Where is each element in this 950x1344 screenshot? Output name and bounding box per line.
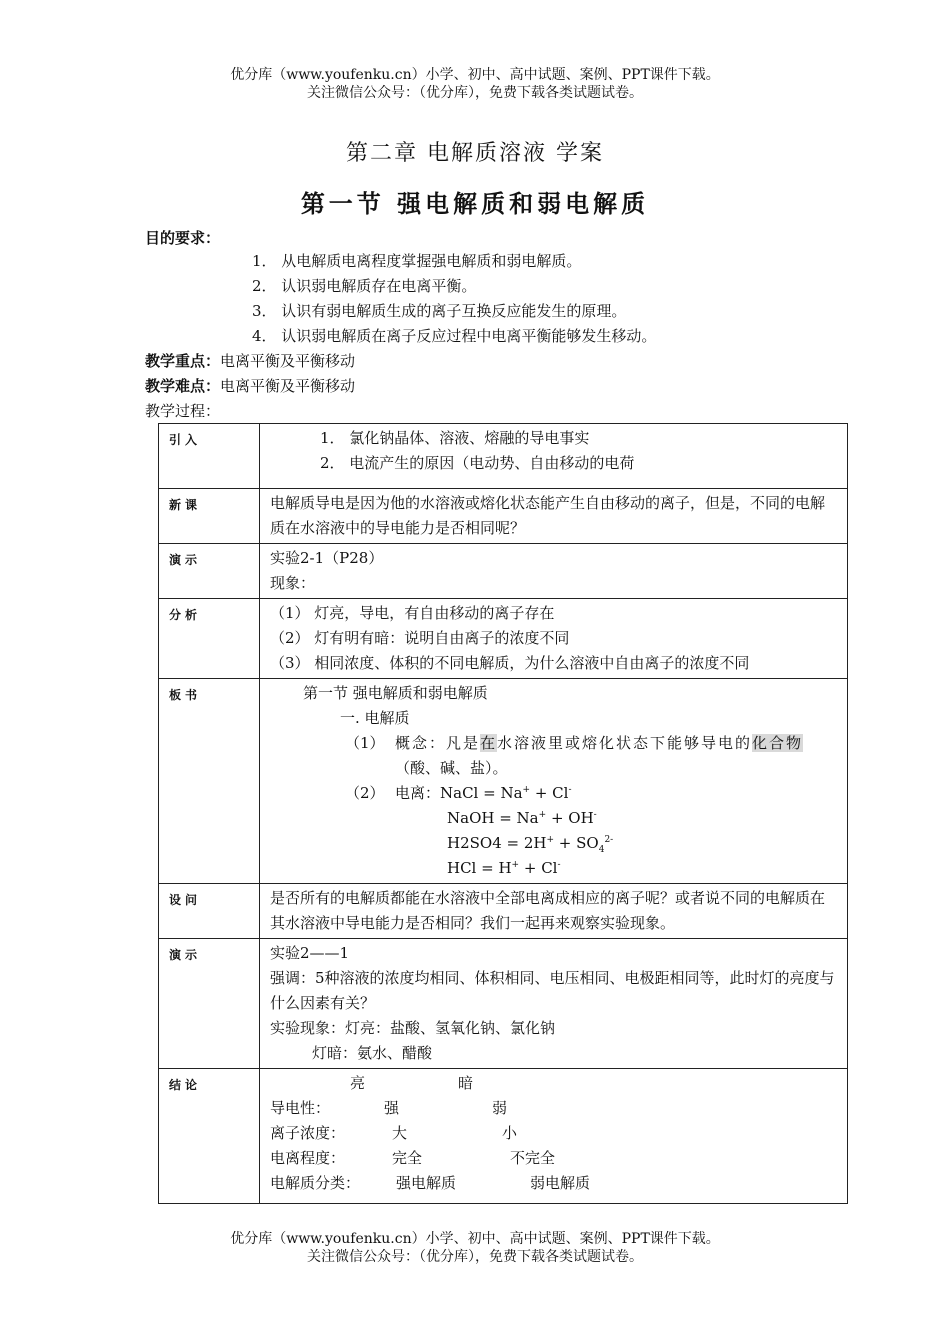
- eq-text: + Cl: [530, 784, 569, 802]
- conclusion-head: [270, 1071, 839, 1096]
- table-row: [159, 424, 848, 489]
- equation-naoh: [270, 806, 839, 831]
- conclusion-strong: 强: [384, 1099, 400, 1117]
- analysis-item: （1） 灯亮，导电，有自由移动的离子存在: [270, 604, 555, 622]
- key-point: [145, 349, 355, 373]
- chapter-title: 第二章 电解质溶液 学案: [346, 141, 604, 166]
- page-header: [0, 66, 950, 102]
- row-label: 板书: [159, 679, 260, 884]
- eq-text: HCl = H: [447, 859, 512, 877]
- eq-charge: +: [511, 860, 520, 870]
- board-subheading: 一. 电解质: [340, 709, 410, 727]
- demo2-line: 强调：5种溶液的浓度均相同、体积相同、电压相同、电极距相同等，此时灯的亮度与什么因素有关？: [270, 969, 835, 1012]
- conclusion-property: 导电性：: [270, 1099, 331, 1117]
- objective-item: 1． 从电解质电离程度掌握强电解质和弱电解质。: [252, 252, 582, 270]
- table-row: [159, 679, 848, 884]
- eq-text: + Cl: [519, 859, 558, 877]
- eq-text: + SO: [554, 834, 599, 852]
- concept-definition: [270, 731, 839, 781]
- eq-charge: +: [546, 835, 555, 845]
- demo2-cell: [260, 939, 848, 1069]
- teaching-process-table: [158, 423, 848, 1204]
- row-label: 引入: [159, 424, 260, 489]
- conclusion-property: 电解质分类：: [270, 1174, 361, 1192]
- row-label: 设问: [159, 884, 260, 939]
- concept-highlight-2: 化合物: [752, 734, 804, 752]
- eq-charge: -: [557, 860, 561, 870]
- table-row: [159, 544, 848, 599]
- conclusion-property: 离子浓度：: [270, 1124, 346, 1142]
- intro-item: 1． 氯化钠晶体、溶液、熔融的导电事实: [320, 429, 590, 447]
- eq-text: NaCl = Na: [440, 784, 523, 802]
- conclusion-weak: 不完全: [510, 1149, 556, 1167]
- analysis-item: （2） 灯有明有暗：说明自由离子的浓度不同: [270, 629, 570, 647]
- difficulty: [145, 374, 355, 398]
- row-label: 演示: [159, 544, 260, 599]
- conclusion-row: [270, 1096, 839, 1121]
- conclusion-cell: [260, 1069, 848, 1204]
- conclusion-row: [270, 1171, 839, 1196]
- demo2-line: 实验2——1: [270, 944, 350, 962]
- table-row: [159, 1069, 848, 1204]
- board-cell: [260, 679, 848, 884]
- difficulty-value: 电离平衡及平衡移动: [220, 377, 356, 395]
- conclusion-weak: 弱电解质: [530, 1174, 591, 1192]
- board-title: 第一节 强电解质和弱电解质: [303, 684, 488, 702]
- intro-item: 2． 电流产生的原因（电动势、自由移动的电荷: [320, 454, 635, 472]
- concept-text-b: 水溶液里或熔化状态下能够导电的: [497, 734, 753, 752]
- table-row: [159, 884, 848, 939]
- concept-number: （1）: [345, 734, 385, 752]
- head-bright: 亮: [350, 1074, 366, 1092]
- demo2-line: 实验现象：灯亮：盐酸、氢氧化钠、氯化钠: [270, 1019, 556, 1037]
- ionization-row: [270, 781, 839, 806]
- demo1-line: 现象：: [270, 574, 316, 592]
- equation-nacl: [440, 784, 572, 802]
- conclusion-strong: 完全: [392, 1149, 423, 1167]
- question-text: 是否所有的电解质都能在水溶液中全部电离成相应的离子呢？或者说不同的电解质在其水溶液中导电能力是否相同？我们一起再来观察实验现象。: [260, 884, 848, 939]
- ionization-number: （2）: [345, 784, 385, 802]
- objectives-label: 目的要求：: [145, 229, 221, 247]
- table-row: [159, 489, 848, 544]
- new-lesson-text: 电解质导电是因为他的水溶液或熔化状态能产生自由移动的离子，但是，不同的电解质在水溶液中的导电能力是否相同呢？: [260, 489, 848, 544]
- row-label: 分析: [159, 599, 260, 679]
- eq-text: H2SO4 = 2H: [447, 834, 547, 852]
- conclusion-row: [270, 1121, 839, 1146]
- section-title: 第一节 强电解质和弱电解质: [300, 189, 650, 218]
- concept-highlight-1: 在: [480, 734, 498, 752]
- objectives-list: [252, 249, 656, 349]
- key-point-value: 电离平衡及平衡移动: [220, 352, 356, 370]
- footer-line-2: 关注微信公众号：（优分库），免费下载各类试题试卷。: [307, 1249, 643, 1265]
- footer-line-1: 优分库（www.youfenku.cn）小学、初中、高中试题、案例、PPT课件下载。: [230, 1231, 720, 1247]
- conclusion-weak: 弱: [492, 1099, 508, 1117]
- eq-text: + OH: [546, 809, 594, 827]
- eq-charge: +: [522, 785, 531, 795]
- table-row: [159, 939, 848, 1069]
- conclusion-property: 电离程度：: [270, 1149, 346, 1167]
- demo2-line: 灯暗：氨水、醋酸: [312, 1044, 433, 1062]
- equation-hcl: [270, 856, 839, 881]
- objective-item: 2． 认识弱电解质存在电离平衡。: [252, 277, 477, 295]
- concept-text-c: （酸、碱、盐）。: [395, 759, 508, 777]
- concept-text-a: 概念：凡是: [395, 734, 481, 752]
- intro-cell: [260, 424, 848, 489]
- process-label: 教学过程：: [145, 402, 221, 420]
- header-line-2: 关注微信公众号：（优分库），免费下载各类试题试卷。: [307, 85, 643, 101]
- eq-text: NaOH = Na: [447, 809, 539, 827]
- analysis-cell: [260, 599, 848, 679]
- difficulty-label: 教学难点：: [145, 377, 221, 395]
- equation-h2so4: [270, 831, 839, 856]
- conclusion-strong: 大: [392, 1124, 408, 1142]
- row-label: 演示: [159, 939, 260, 1069]
- eq-charge: -: [593, 810, 597, 820]
- conclusion-strong: 强电解质: [396, 1174, 457, 1192]
- demo1-cell: [260, 544, 848, 599]
- eq-charge: 2-: [604, 835, 614, 845]
- demo1-line: 实验2-1（P28）: [270, 549, 384, 567]
- objective-item: 3． 认识有弱电解质生成的离子互换反应能发生的原理。: [252, 302, 627, 320]
- row-label: 新课: [159, 489, 260, 544]
- conclusion-row: [270, 1146, 839, 1171]
- analysis-item: （3） 相同浓度、体积的不同电解质，为什么溶液中自由离子的浓度不同: [270, 654, 750, 672]
- page-footer: [0, 1230, 950, 1266]
- eq-charge: -: [568, 785, 572, 795]
- eq-charge: +: [538, 810, 547, 820]
- row-label: 结论: [159, 1069, 260, 1204]
- head-dim: 暗: [458, 1074, 474, 1092]
- table-row: [159, 599, 848, 679]
- objective-item: 4． 认识弱电解质在离子反应过程中电离平衡能够发生移动。: [252, 327, 657, 345]
- conclusion-weak: 小: [502, 1124, 518, 1142]
- header-line-1: 优分库（www.youfenku.cn）小学、初中、高中试题、案例、PPT课件下载。: [230, 67, 720, 83]
- eq-subscript: 4: [598, 845, 605, 855]
- ionization-label: 电离：: [395, 784, 441, 802]
- key-point-label: 教学重点：: [145, 352, 221, 370]
